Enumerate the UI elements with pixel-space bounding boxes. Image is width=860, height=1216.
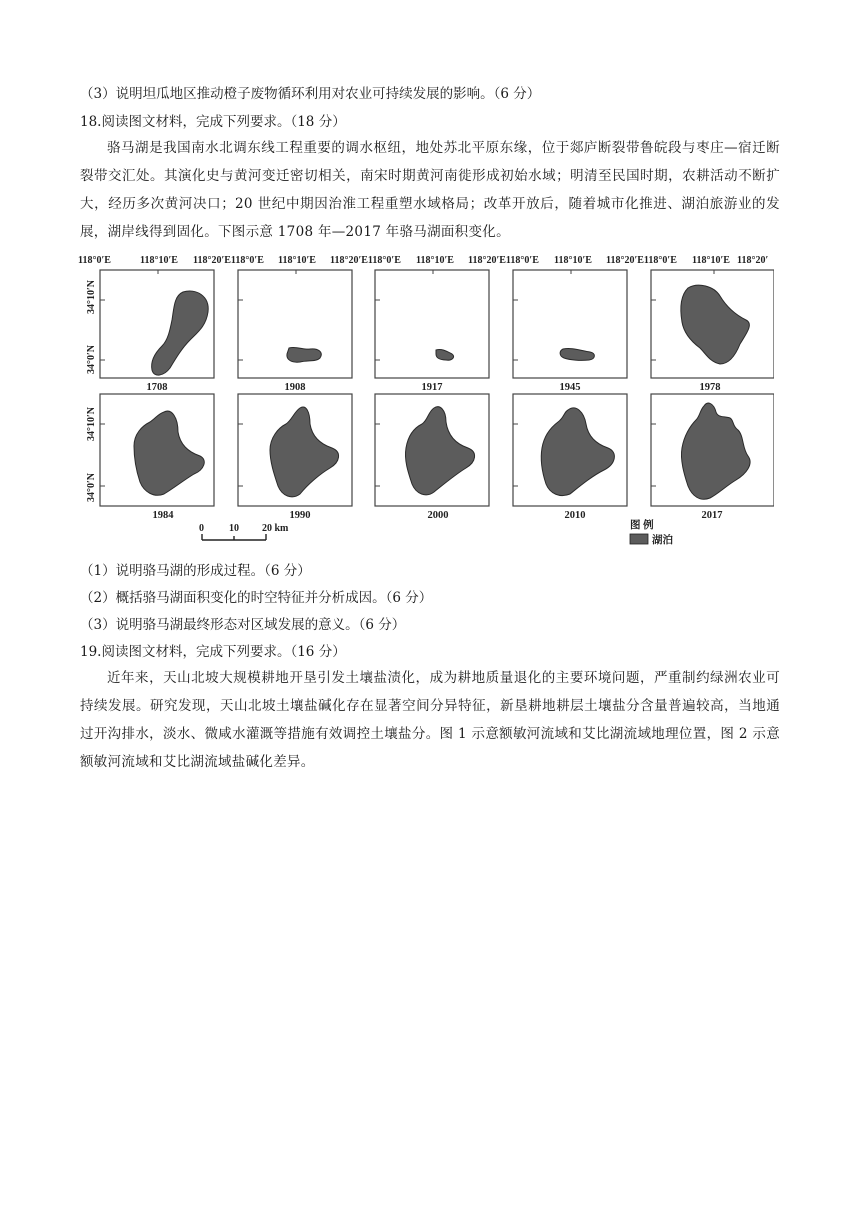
lat-label: 34°10′N (86, 406, 97, 441)
top-lon-label: 118°20′E118°0′E (606, 255, 677, 266)
q18-paragraph: 骆马湖是我国南水北调东线工程重要的调水枢纽，地处苏北平原东缘，位于郯庐断裂带鲁皖段与枣庄—宿迁断裂带交汇处。其演化史与黄河变迁密切相关，南宋时期黄河南徙形成初始水域；明清至民国时期，农耕活动不断扩大，经历多次黄河决口；20 世纪中期因治淮工程重塑水域格局；改革开放后，随着城市化推进、湖泊旅游业的发展，湖岸线得到固化。下图示意 1708 年—2017 年骆马湖面积变化。 (80, 140, 780, 240)
lat-label: 34°10′N (86, 279, 97, 314)
q18-question-3: （3）说明骆马湖最终形态对区域发展的意义。（6 分） (80, 617, 406, 633)
lat-label: 34°0′N (86, 472, 97, 502)
top-lon-label: 118°20′E118°0′E (468, 255, 539, 266)
top-lon-label: 118°10′E (554, 255, 592, 266)
lake-shape-1908 (287, 347, 321, 362)
lake-area-figure (78, 250, 774, 552)
top-lon-label: 118°10′E (278, 255, 316, 266)
year-label: 2017 (701, 510, 723, 521)
top-lon-label: 118°0′E (78, 255, 111, 266)
legend-title: 图 例 (630, 520, 654, 531)
year-label: 1978 (699, 382, 721, 393)
year-label: 2000 (427, 510, 449, 521)
top-lon-label: 118°10′E (692, 255, 730, 266)
legend-label: 湖泊 (652, 535, 673, 546)
q19-heading: 19.阅读图文材料，完成下列要求。（16 分） (80, 644, 346, 660)
lat-label: 34°0′N (86, 344, 97, 374)
legend-swatch (630, 534, 648, 544)
legend (630, 518, 673, 546)
q19-paragraph: 近年来，天山北坡大规模耕地开垦引发土壤盐渍化，成为耕地质量退化的主要环境问题，严重制约绿洲农业可持续发展。研究发现，天山北坡土壤盐碱化存在显著空间分异特征，新垦耕地耕层土壤盐分含量普遍较高，当地通过开沟排水，淡水、微咸水灌溉等措施有效调控土壤盐分。图 1 示意额敏河流域和艾比湖流域地理位置，图 2 示意额敏河流域和艾比湖流域盐碱化差异。 (80, 670, 780, 770)
q18-question-1: （1）说明骆马湖的形成过程。（6 分） (80, 563, 311, 579)
top-lon-label: 118°20′E118°0′E (193, 255, 264, 266)
scale-bar (199, 523, 289, 540)
year-label: 1945 (559, 382, 581, 393)
top-lon-label: 118°10′E (140, 255, 178, 266)
year-label: 2010 (564, 510, 586, 521)
q17-part3: （3）说明坦瓜地区推动橙子废物循环利用对农业可持续发展的影响。（6 分） (80, 86, 541, 102)
year-label: 1990 (289, 510, 311, 521)
scale-label: 0 (199, 523, 204, 534)
q18-question-2: （2）概括骆马湖面积变化的时空特征并分析成因。（6 分） (80, 590, 433, 606)
scale-label: 10 (229, 523, 239, 534)
map-panel-1917 (375, 270, 489, 378)
top-lon-label: 118°20′E118°0′E (330, 255, 401, 266)
scale-label: 20 km (262, 523, 289, 534)
year-label: 1984 (152, 510, 174, 521)
top-lon-label: 118°20′ (737, 255, 769, 266)
year-label: 1917 (421, 382, 443, 393)
top-lon-label: 118°10′E (416, 255, 454, 266)
q18-heading: 18.阅读图文材料，完成下列要求。（18 分） (80, 114, 346, 130)
map-panel-1945 (513, 270, 627, 378)
year-label: 1908 (284, 382, 306, 393)
year-label: 1708 (146, 382, 168, 393)
